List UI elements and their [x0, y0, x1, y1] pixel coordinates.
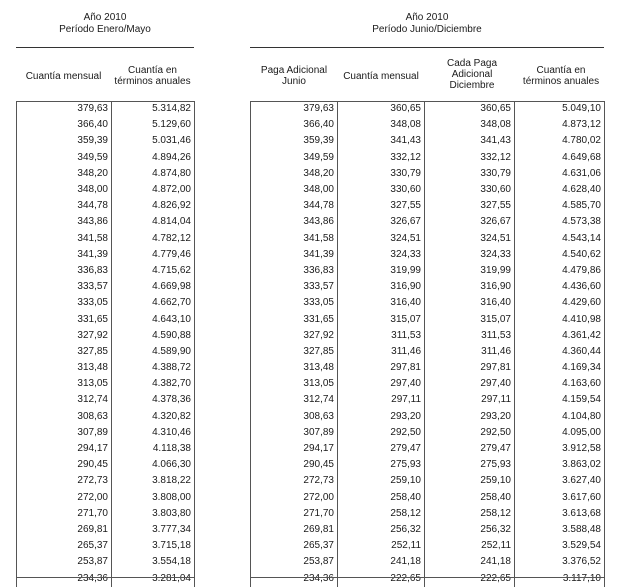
left-table-row [17, 441, 195, 457]
right-header-december-bonus: Cada Paga Adicional Diciembre [446, 57, 498, 91]
right-table-cell: 290,45 [251, 457, 338, 473]
right-table-row [251, 441, 605, 457]
right-table-cell: 3.117,10 [515, 570, 605, 586]
left-table-cell: 333,05 [17, 295, 112, 311]
right-table-cell: 234,36 [251, 570, 338, 586]
right-table-cell: 292,50 [338, 425, 425, 441]
left-table-row [17, 117, 195, 133]
right-table-cell: 348,08 [425, 117, 515, 133]
right-table-row [251, 279, 605, 295]
right-table-cell: 360,65 [425, 101, 515, 117]
right-table-cell: 316,90 [338, 279, 425, 295]
right-table-cell: 348,20 [251, 166, 338, 182]
right-table-cell: 316,40 [338, 295, 425, 311]
right-table-cell: 330,60 [425, 182, 515, 198]
left-table-cell: 4.388,72 [112, 360, 195, 376]
right-table-cell: 307,89 [251, 425, 338, 441]
left-table-cell: 234,36 [17, 570, 112, 586]
left-table-row [17, 554, 195, 570]
right-table-cell: 315,07 [338, 311, 425, 327]
right-table-cell: 330,60 [338, 182, 425, 198]
right-table-cell: 4.543,14 [515, 231, 605, 247]
right-table-cell: 252,11 [338, 538, 425, 554]
left-table-row [17, 409, 195, 425]
right-title-rule [250, 47, 604, 48]
right-table-cell: 275,93 [425, 457, 515, 473]
left-table-row [17, 295, 195, 311]
right-table-cell: 348,00 [251, 182, 338, 198]
right-table-row [251, 101, 605, 117]
right-table-cell: 326,67 [425, 214, 515, 230]
left-table-cell: 341,39 [17, 247, 112, 263]
left-table-row [17, 457, 195, 473]
left-table-cell: 272,73 [17, 473, 112, 489]
right-data-table [250, 101, 605, 587]
right-table-cell: 344,78 [251, 198, 338, 214]
left-table-cell: 4.066,30 [112, 457, 195, 473]
right-table-cell: 294,17 [251, 441, 338, 457]
right-table-cell: 341,58 [251, 231, 338, 247]
right-table-row [251, 392, 605, 408]
left-table-cell: 4.118,38 [112, 441, 195, 457]
right-table-cell: 269,81 [251, 522, 338, 538]
left-table-cell: 272,00 [17, 490, 112, 506]
right-table-row [251, 214, 605, 230]
left-table-cell: 313,48 [17, 360, 112, 376]
right-table-cell: 327,92 [251, 328, 338, 344]
left-table-cell: 4.826,92 [112, 198, 195, 214]
right-table-cell: 297,11 [425, 392, 515, 408]
right-table-cell: 4.436,60 [515, 279, 605, 295]
right-table-cell: 241,18 [338, 554, 425, 570]
right-table-row [251, 538, 605, 554]
left-table-cell: 313,05 [17, 376, 112, 392]
right-table-cell: 327,85 [251, 344, 338, 360]
right-table-cell: 293,20 [338, 409, 425, 425]
left-table-cell: 3.803,80 [112, 506, 195, 522]
left-table-cell: 4.320,82 [112, 409, 195, 425]
right-table-row [251, 328, 605, 344]
left-table-cell: 307,89 [17, 425, 112, 441]
right-table-cell: 272,00 [251, 490, 338, 506]
right-table-row [251, 150, 605, 166]
right-table-row [251, 182, 605, 198]
right-table-cell: 3.613,68 [515, 506, 605, 522]
left-table-cell: 331,65 [17, 311, 112, 327]
right-table-cell: 256,32 [338, 522, 425, 538]
right-table-cell: 319,99 [425, 263, 515, 279]
left-period-title [16, 12, 194, 36]
left-table-cell: 3.818,22 [112, 473, 195, 489]
right-table-cell: 258,12 [425, 506, 515, 522]
left-table-cell: 4.310,46 [112, 425, 195, 441]
left-table-cell: 4.715,62 [112, 263, 195, 279]
right-table-cell: 259,10 [338, 473, 425, 489]
right-table-cell: 327,55 [425, 198, 515, 214]
right-table-cell: 292,50 [425, 425, 515, 441]
left-table-row [17, 392, 195, 408]
right-table-cell: 324,51 [425, 231, 515, 247]
left-table-cell: 5.129,60 [112, 117, 195, 133]
right-table-cell: 332,12 [338, 150, 425, 166]
left-table-cell: 343,86 [17, 214, 112, 230]
right-table-cell: 3.627,40 [515, 473, 605, 489]
left-table-row [17, 247, 195, 263]
left-table-cell: 4.590,88 [112, 328, 195, 344]
right-table-row [251, 473, 605, 489]
right-table-cell: 3.617,60 [515, 490, 605, 506]
left-table-cell: 344,78 [17, 198, 112, 214]
right-table-cell: 4.361,42 [515, 328, 605, 344]
right-table-cell: 4.628,40 [515, 182, 605, 198]
right-table-cell: 258,40 [425, 490, 515, 506]
right-table-cell: 341,39 [251, 247, 338, 263]
left-table-cell: 4.662,70 [112, 295, 195, 311]
left-table-cell: 3.281,04 [112, 570, 195, 586]
right-table-cell: 316,40 [425, 295, 515, 311]
right-table-cell: 241,18 [425, 554, 515, 570]
left-table-row [17, 425, 195, 441]
left-year-label: Año 2010 [83, 12, 127, 23]
right-table-cell: 4.573,38 [515, 214, 605, 230]
left-table-row [17, 328, 195, 344]
right-table-row [251, 117, 605, 133]
right-table-cell: 265,37 [251, 538, 338, 554]
right-table-cell: 279,47 [425, 441, 515, 457]
right-table-cell: 315,07 [425, 311, 515, 327]
right-table-cell: 341,43 [425, 133, 515, 149]
left-table-cell: 4.669,98 [112, 279, 195, 295]
right-table-cell: 259,10 [425, 473, 515, 489]
right-table-cell: 4.163,60 [515, 376, 605, 392]
left-table-cell: 3.777,34 [112, 522, 195, 538]
right-table-cell: 330,79 [425, 166, 515, 182]
left-header-monthly: Cuantía mensual [25, 70, 102, 82]
left-table-row [17, 376, 195, 392]
right-table-cell: 330,79 [338, 166, 425, 182]
right-table-row [251, 376, 605, 392]
left-period-label: Período Enero/Mayo [59, 24, 151, 35]
left-table-cell: 3.808,00 [112, 490, 195, 506]
right-table-cell: 312,74 [251, 392, 338, 408]
left-table-row [17, 263, 195, 279]
right-table-cell: 3.912,58 [515, 441, 605, 457]
left-table-row [17, 490, 195, 506]
right-table-cell: 4.429,60 [515, 295, 605, 311]
right-table-row [251, 166, 605, 182]
left-table-cell: 5.314,82 [112, 101, 195, 117]
right-period-label: Período Junio/Diciembre [372, 24, 482, 35]
right-table-cell: 253,87 [251, 554, 338, 570]
left-table-row [17, 538, 195, 554]
left-table-cell: 349,59 [17, 150, 112, 166]
left-table-cell: 348,00 [17, 182, 112, 198]
left-table-row [17, 344, 195, 360]
left-table-cell: 4.782,12 [112, 231, 195, 247]
right-table-row [251, 490, 605, 506]
right-table-cell: 360,65 [338, 101, 425, 117]
right-table-cell: 272,73 [251, 473, 338, 489]
right-table-cell: 5.049,10 [515, 101, 605, 117]
left-table-cell: 341,58 [17, 231, 112, 247]
right-table-row [251, 360, 605, 376]
right-table-row [251, 409, 605, 425]
right-table-cell: 324,33 [425, 247, 515, 263]
right-table-cell: 4.095,00 [515, 425, 605, 441]
right-table-cell: 343,86 [251, 214, 338, 230]
left-header-annual: Cuantía en términos anuales [114, 65, 191, 87]
right-table-cell: 313,05 [251, 376, 338, 392]
right-table-cell: 3.529,54 [515, 538, 605, 554]
left-table-row [17, 570, 195, 586]
right-table-cell: 379,63 [251, 101, 338, 117]
left-table-cell: 4.643,10 [112, 311, 195, 327]
left-table-cell: 4.589,90 [112, 344, 195, 360]
right-table-cell: 4.649,68 [515, 150, 605, 166]
right-period-title [250, 12, 604, 36]
right-table-cell: 4.780,02 [515, 133, 605, 149]
right-table-row [251, 570, 605, 586]
left-table-cell: 269,81 [17, 522, 112, 538]
right-table-cell: 4.159,54 [515, 392, 605, 408]
right-table-cell: 222,65 [425, 570, 515, 586]
right-table-cell: 4.585,70 [515, 198, 605, 214]
right-header-june-bonus: Paga Adicional Junio [260, 65, 328, 87]
right-table-cell: 327,55 [338, 198, 425, 214]
left-table-cell: 308,63 [17, 409, 112, 425]
left-table-cell: 312,74 [17, 392, 112, 408]
left-table-cell: 359,39 [17, 133, 112, 149]
right-table-row [251, 344, 605, 360]
right-table-cell: 293,20 [425, 409, 515, 425]
left-table-cell: 265,37 [17, 538, 112, 554]
right-year-label: Año 2010 [405, 12, 449, 23]
right-table-cell: 279,47 [338, 441, 425, 457]
left-table-row [17, 360, 195, 376]
right-table-cell: 341,43 [338, 133, 425, 149]
right-table-cell: 324,33 [338, 247, 425, 263]
right-table-cell: 324,51 [338, 231, 425, 247]
right-table-cell: 316,90 [425, 279, 515, 295]
right-table-cell: 311,46 [425, 344, 515, 360]
right-table-cell: 271,70 [251, 506, 338, 522]
left-table-cell: 4.779,46 [112, 247, 195, 263]
left-title-rule [16, 47, 194, 48]
left-table-row [17, 198, 195, 214]
right-header-monthly: Cuantía mensual [343, 70, 419, 82]
right-table-cell: 3.863,02 [515, 457, 605, 473]
right-table-cell: 359,39 [251, 133, 338, 149]
right-table-cell: 297,40 [338, 376, 425, 392]
left-table-cell: 253,87 [17, 554, 112, 570]
left-table-cell: 3.715,18 [112, 538, 195, 554]
left-table-cell: 379,63 [17, 101, 112, 117]
right-table-row [251, 522, 605, 538]
right-table-row [251, 425, 605, 441]
right-table-cell: 333,57 [251, 279, 338, 295]
right-table-cell: 297,81 [338, 360, 425, 376]
left-table-row [17, 231, 195, 247]
right-table-row [251, 198, 605, 214]
left-table-row [17, 150, 195, 166]
right-table-cell: 332,12 [425, 150, 515, 166]
right-table-cell: 336,83 [251, 263, 338, 279]
left-table-cell: 4.382,70 [112, 376, 195, 392]
left-table-row [17, 133, 195, 149]
left-table-cell: 333,57 [17, 279, 112, 295]
left-table-row [17, 522, 195, 538]
right-table-cell: 4.104,80 [515, 409, 605, 425]
left-table-cell: 4.894,26 [112, 150, 195, 166]
right-table-cell: 3.588,48 [515, 522, 605, 538]
right-table-cell: 4.479,86 [515, 263, 605, 279]
right-table-row [251, 311, 605, 327]
left-table-cell: 327,85 [17, 344, 112, 360]
left-table-row [17, 101, 195, 117]
left-table-row [17, 214, 195, 230]
right-table-cell: 366,40 [251, 117, 338, 133]
right-table-cell: 349,59 [251, 150, 338, 166]
left-table-row [17, 311, 195, 327]
right-table-cell: 311,53 [425, 328, 515, 344]
right-table-cell: 4.410,98 [515, 311, 605, 327]
left-table-cell: 290,45 [17, 457, 112, 473]
right-table-row [251, 295, 605, 311]
left-table-row [17, 166, 195, 182]
left-table-cell: 271,70 [17, 506, 112, 522]
right-table-cell: 311,46 [338, 344, 425, 360]
right-table-cell: 3.376,52 [515, 554, 605, 570]
right-table-cell: 4.873,12 [515, 117, 605, 133]
left-data-table [16, 101, 195, 587]
right-table-cell: 258,12 [338, 506, 425, 522]
right-table-cell: 297,40 [425, 376, 515, 392]
right-table-cell: 331,65 [251, 311, 338, 327]
right-table-cell: 297,11 [338, 392, 425, 408]
left-table-row [17, 182, 195, 198]
right-table-cell: 313,48 [251, 360, 338, 376]
right-table-row [251, 554, 605, 570]
left-table-cell: 4.814,04 [112, 214, 195, 230]
right-table-cell: 297,81 [425, 360, 515, 376]
left-table-row [17, 506, 195, 522]
right-table-row [251, 247, 605, 263]
right-table-cell: 311,53 [338, 328, 425, 344]
left-table-cell: 366,40 [17, 117, 112, 133]
right-table-row [251, 263, 605, 279]
right-table-row [251, 457, 605, 473]
left-table-cell: 327,92 [17, 328, 112, 344]
right-table-cell: 222,65 [338, 570, 425, 586]
left-table-cell: 5.031,46 [112, 133, 195, 149]
right-header-annual: Cuantía en términos anuales [522, 65, 600, 87]
left-table-cell: 4.874,80 [112, 166, 195, 182]
left-table-cell: 4.378,36 [112, 392, 195, 408]
right-table-cell: 252,11 [425, 538, 515, 554]
right-table-cell: 326,67 [338, 214, 425, 230]
right-table-cell: 319,99 [338, 263, 425, 279]
left-table-cell: 348,20 [17, 166, 112, 182]
right-table-cell: 4.360,44 [515, 344, 605, 360]
right-table-row [251, 231, 605, 247]
right-table-cell: 275,93 [338, 457, 425, 473]
left-table-cell: 336,83 [17, 263, 112, 279]
right-table-cell: 308,63 [251, 409, 338, 425]
left-table-cell: 3.554,18 [112, 554, 195, 570]
left-table-row [17, 279, 195, 295]
left-table-row [17, 473, 195, 489]
right-table-cell: 4.631,06 [515, 166, 605, 182]
right-table-cell: 256,32 [425, 522, 515, 538]
right-table-row [251, 133, 605, 149]
right-table-cell: 4.540,62 [515, 247, 605, 263]
right-table-row [251, 506, 605, 522]
right-table-cell: 258,40 [338, 490, 425, 506]
left-table-cell: 4.872,00 [112, 182, 195, 198]
right-table-cell: 348,08 [338, 117, 425, 133]
right-table-cell: 4.169,34 [515, 360, 605, 376]
left-table-cell: 294,17 [17, 441, 112, 457]
right-table-cell: 333,05 [251, 295, 338, 311]
